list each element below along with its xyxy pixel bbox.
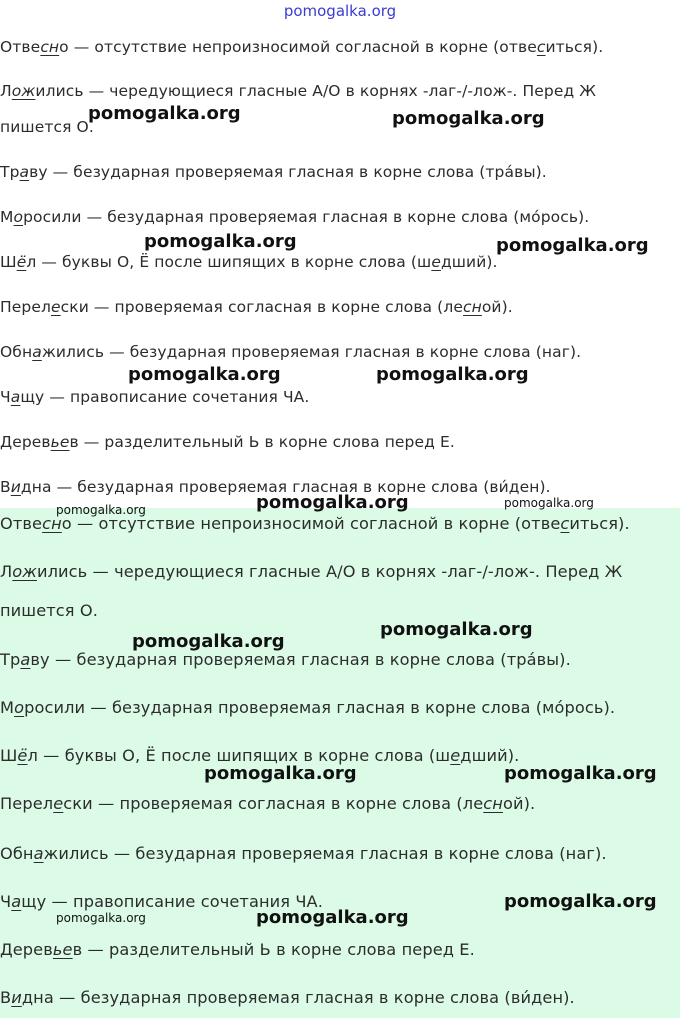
site-header-link[interactable]: pomogalka.org <box>283 2 397 20</box>
text-line: Моросили — безударная проверяемая гласная в корне слова (мо́рось). <box>0 208 590 226</box>
text-line: Деревьев — разделительный Ь в корне слова перед Е. <box>0 433 455 451</box>
text-line: Видна — безударная проверяемая гласная в корне слова (ви́ден). <box>0 988 575 1007</box>
text-line: Чащу — правописание сочетания ЧА. <box>0 388 310 406</box>
text-line: пишется О. <box>0 118 94 136</box>
text-line: Чащу — правописание сочетания ЧА. <box>0 892 323 911</box>
watermark-text: pomogalka.org <box>256 492 409 513</box>
text-line: Моросили — безударная проверяемая гласная в корне слова (мо́рось). <box>0 698 616 717</box>
text-line: Траву — безударная проверяемая гласная в корне слова (тра́вы). <box>0 650 571 669</box>
watermark-text: pomogalka.org <box>504 891 657 912</box>
watermark-text: pomogalka.org <box>56 911 146 925</box>
text-line: Перелески — проверяемая согласная в корне слова (лесной). <box>0 298 513 316</box>
answer-block-1 <box>0 30 680 508</box>
text-line: Ложились — чередующиеся гласные А/О в корнях -лаг-/-лож-. Перед Ж <box>0 82 597 100</box>
watermark-text: pomogalka.org <box>504 763 657 784</box>
watermark-text: pomogalka.org <box>380 619 533 640</box>
watermark-text: pomogalka.org <box>376 364 529 385</box>
text-line: Перелески — проверяемая согласная в корне слова (лесной). <box>0 794 536 813</box>
text-line: Обнажились — безударная проверяемая гласная в корне слова (наг). <box>0 343 582 361</box>
text-line: Деревьев — разделительный Ь в корне слова перед Е. <box>0 940 475 959</box>
watermark-text: pomogalka.org <box>56 503 146 517</box>
watermark-text: pomogalka.org <box>204 763 357 784</box>
watermark-text: pomogalka.org <box>496 235 649 256</box>
watermark-text: pomogalka.org <box>504 496 594 510</box>
text-line: Шёл — буквы О, Ё после шипящих в корне слова (шедший). <box>0 253 498 271</box>
text-line: Видна — безударная проверяемая гласная в корне слова (ви́ден). <box>0 478 551 496</box>
watermark-text: pomogalka.org <box>132 631 285 652</box>
watermark-text: pomogalka.org <box>392 108 545 129</box>
text-line: Отвесно — отсутствие непроизносимой согласной в корне (отвеситься). <box>0 514 630 533</box>
watermark-text: pomogalka.org <box>128 364 281 385</box>
watermark-text: pomogalka.org <box>88 103 241 124</box>
text-line: Ложились — чередующиеся гласные А/О в корнях -лаг-/-лож-. Перед Ж <box>0 562 623 581</box>
text-line: Отвесно — отсутствие непроизносимой согласной в корне (отвеситься). <box>0 38 604 56</box>
watermark-text: pomogalka.org <box>256 907 409 928</box>
text-line: Траву — безударная проверяемая гласная в корне слова (тра́вы). <box>0 163 547 181</box>
text-line: Обнажились — безударная проверяемая гласная в корне слова (наг). <box>0 844 607 863</box>
watermark-text: pomogalka.org <box>144 231 297 252</box>
text-line: пишется О. <box>0 601 98 620</box>
text-line: Шёл — буквы О, Ё после шипящих в корне слова (шедший). <box>0 746 520 765</box>
